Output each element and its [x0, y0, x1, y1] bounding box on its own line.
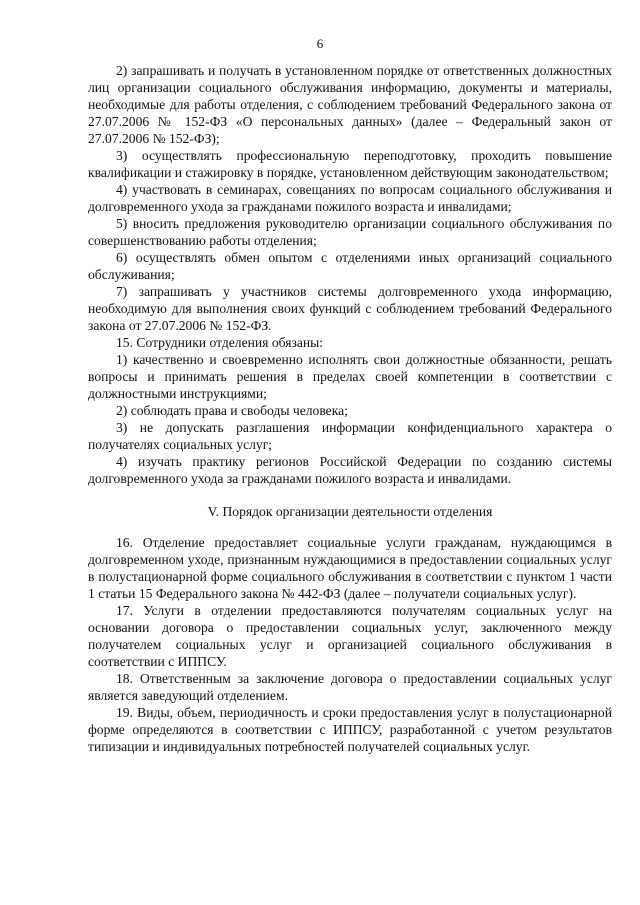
- section-heading: V. Порядок организации деятельности отделения: [207, 504, 493, 519]
- paragraph-duty-3: 3) не допускать разглашения информации конфиденциального характера о получателях социальных услуг;: [88, 420, 612, 452]
- paragraph-duty-1: 1) качественно и своевременно исполнять свои должностные обязанности, решать вопросы и принимать решения в пределах своей компетенции в соответствии с должностными инструкциями;: [88, 352, 612, 401]
- paragraph-18: 18. Ответственным за заключение договора о предоставлении социальных услуг является заведующий отделением.: [88, 671, 612, 703]
- paragraph-16: 16. Отделение предоставляет социальные услуги гражданам, нуждающимся в долговременном уходе, признанным нуждающимися в предоставлении социальных услуг в полустационарной форме социального обслуживания в соответствии с пунктом 1 части 1 статьи 15 Федерального закона № 442-ФЗ (далее – получатели социальных услуг).: [88, 535, 612, 601]
- paragraph-rights-2: 2) запрашивать и получать в установленном порядке от ответственных должностных лиц организации социального обслуживания информацию, документы и материалы, необходимые для работы отделения, с соблюдением требований Федерального закона от 27.07.2006 № 152-ФЗ «О персональных данных» (далее – Федеральный закон от 27.07.2006 № 152-ФЗ);: [88, 63, 612, 146]
- document-body: [88, 62, 612, 755]
- paragraph-rights-7: 7) запрашивать у участников системы долговременного ухода информацию, необходимую для выполнения своих функций с соблюдением требований Федерального закона от 27.07.2006 № 152-ФЗ.: [88, 284, 612, 333]
- paragraph-rights-5: 5) вносить предложения руководителю организации социального обслуживания по совершенствованию работы отделения;: [88, 216, 612, 248]
- page-number: 6: [316, 36, 324, 51]
- paragraph-17: 17. Услуги в отделении предоставляются получателям социальных услуг на основании договора о предоставлении социальных услуг, заключенного между получателем социальных услуг и организацией социального обслуживания в соответствии с ИППСУ.: [88, 603, 612, 669]
- paragraph-rights-3: 3) осуществлять профессиональную переподготовку, проходить повышение квалификации и стажировку в порядке, установленном действующим законодательством;: [88, 148, 612, 180]
- paragraph-duty-2: 2) соблюдать права и свободы человека;: [116, 403, 348, 418]
- paragraph-rights-6: 6) осуществлять обмен опытом с отделениями иных организаций социального обслуживания;: [88, 250, 612, 282]
- paragraph-15-intro: 15. Сотрудники отделения обязаны:: [116, 335, 324, 350]
- paragraph-duty-4: 4) изучать практику регионов Российской Федерации по созданию системы долговременного ухода за гражданами пожилого возраста и инвалидами.: [88, 454, 612, 486]
- paragraph-rights-4: 4) участвовать в семинарах, совещаниях по вопросам социального обслуживания и долговременного ухода за гражданами пожилого возраста и инвалидами;: [88, 182, 612, 214]
- paragraph-19: 19. Виды, объем, периодичность и сроки предоставления услуг в полустационарной форме определяются в соответствии с ИППСУ, разработанной с учетом результатов типизации и индивидуальных потребностей получателей социальных услуг.: [88, 705, 612, 754]
